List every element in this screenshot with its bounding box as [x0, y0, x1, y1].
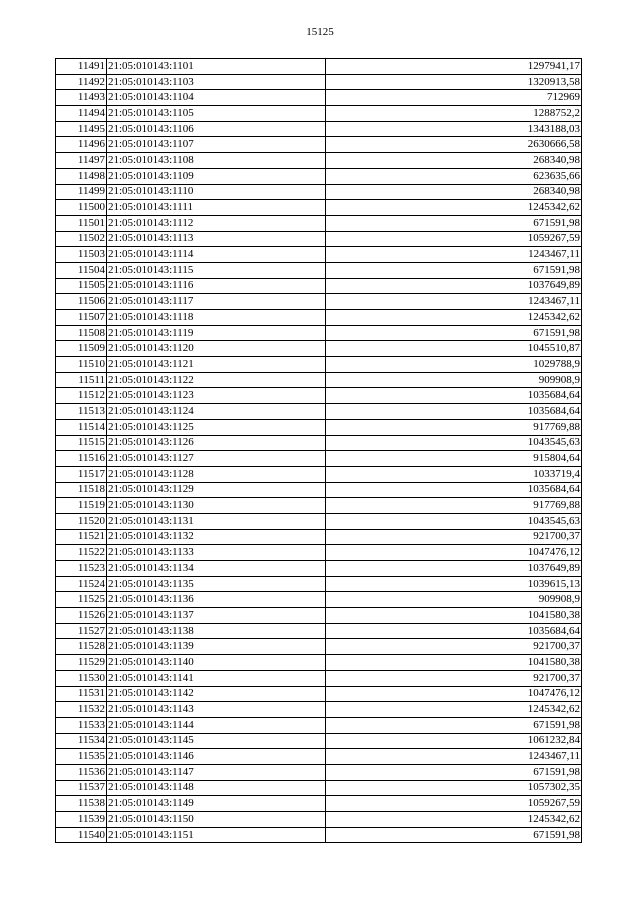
- row-number-cell: 11524: [56, 576, 107, 592]
- row-number-cell: 11507: [56, 310, 107, 326]
- table-row: [56, 702, 582, 718]
- row-number-cell: 11520: [56, 513, 107, 529]
- table-row: [56, 168, 582, 184]
- table-row: [56, 655, 582, 671]
- cadastral-value-cell: 921700,37: [326, 670, 582, 686]
- table-row: [56, 529, 582, 545]
- table-row: [56, 435, 582, 451]
- row-number-cell: 11529: [56, 655, 107, 671]
- row-number-cell: 11530: [56, 670, 107, 686]
- table-row: [56, 812, 582, 828]
- row-number-cell: 11516: [56, 451, 107, 467]
- row-number-cell: 11526: [56, 608, 107, 624]
- cadastral-value-cell: 1243467,11: [326, 749, 582, 765]
- cadastral-number-cell: 21:05:010143:1141: [107, 670, 326, 686]
- cadastral-number-cell: 21:05:010143:1136: [107, 592, 326, 608]
- table-row: [56, 404, 582, 420]
- cadastral-number-cell: 21:05:010143:1144: [107, 717, 326, 733]
- table-row: [56, 325, 582, 341]
- row-number-cell: 11508: [56, 325, 107, 341]
- cadastral-value-table: [55, 58, 582, 843]
- row-number-cell: 11493: [56, 90, 107, 106]
- table-row: [56, 764, 582, 780]
- cadastral-value-cell: 1243467,11: [326, 294, 582, 310]
- row-number-cell: 11501: [56, 215, 107, 231]
- cadastral-number-cell: 21:05:010143:1120: [107, 341, 326, 357]
- table-row: [56, 545, 582, 561]
- table-row: [56, 310, 582, 326]
- cadastral-number-cell: 21:05:010143:1113: [107, 231, 326, 247]
- cadastral-number-cell: 21:05:010143:1122: [107, 372, 326, 388]
- row-number-cell: 11527: [56, 623, 107, 639]
- table-row: [56, 513, 582, 529]
- cadastral-number-cell: 21:05:010143:1133: [107, 545, 326, 561]
- table-row: [56, 717, 582, 733]
- row-number-cell: 11525: [56, 592, 107, 608]
- row-number-cell: 11497: [56, 153, 107, 169]
- cadastral-value-cell: 671591,98: [326, 325, 582, 341]
- table-row: [56, 796, 582, 812]
- cadastral-value-cell: 671591,98: [326, 262, 582, 278]
- cadastral-number-cell: 21:05:010143:1108: [107, 153, 326, 169]
- cadastral-number-cell: 21:05:010143:1106: [107, 121, 326, 137]
- table-row: [56, 466, 582, 482]
- cadastral-value-cell: 671591,98: [326, 764, 582, 780]
- cadastral-value-cell: 1245342,62: [326, 702, 582, 718]
- table-row: [56, 608, 582, 624]
- row-number-cell: 11500: [56, 200, 107, 216]
- cadastral-value-cell: 1045510,87: [326, 341, 582, 357]
- cadastral-value-cell: 1245342,62: [326, 812, 582, 828]
- cadastral-number-cell: 21:05:010143:1119: [107, 325, 326, 341]
- row-number-cell: 11512: [56, 388, 107, 404]
- cadastral-number-cell: 21:05:010143:1116: [107, 278, 326, 294]
- cadastral-value-cell: 1043545,63: [326, 435, 582, 451]
- row-number-cell: 11519: [56, 498, 107, 514]
- row-number-cell: 11533: [56, 717, 107, 733]
- row-number-cell: 11536: [56, 764, 107, 780]
- cadastral-value-cell: 623635,66: [326, 168, 582, 184]
- cadastral-value-cell: 909908,9: [326, 592, 582, 608]
- cadastral-number-cell: 21:05:010143:1121: [107, 357, 326, 373]
- cadastral-value-cell: 1037649,89: [326, 278, 582, 294]
- cadastral-number-cell: 21:05:010143:1142: [107, 686, 326, 702]
- cadastral-value-cell: 1047476,12: [326, 545, 582, 561]
- cadastral-value-cell: 1041580,38: [326, 608, 582, 624]
- cadastral-number-cell: 21:05:010143:1127: [107, 451, 326, 467]
- cadastral-number-cell: 21:05:010143:1147: [107, 764, 326, 780]
- table-row: [56, 451, 582, 467]
- cadastral-value-cell: 1057302,35: [326, 780, 582, 796]
- cadastral-value-cell: 917769,88: [326, 419, 582, 435]
- cadastral-number-cell: 21:05:010143:1123: [107, 388, 326, 404]
- cadastral-number-cell: 21:05:010143:1132: [107, 529, 326, 545]
- table-row: [56, 137, 582, 153]
- cadastral-value-cell: 1245342,62: [326, 310, 582, 326]
- row-number-cell: 11502: [56, 231, 107, 247]
- cadastral-value-cell: 671591,98: [326, 827, 582, 843]
- table-row: [56, 592, 582, 608]
- cadastral-number-cell: 21:05:010143:1103: [107, 74, 326, 90]
- cadastral-value-cell: 671591,98: [326, 215, 582, 231]
- cadastral-value-cell: 1243467,11: [326, 247, 582, 263]
- cadastral-number-cell: 21:05:010143:1110: [107, 184, 326, 200]
- cadastral-value-cell: 1059267,59: [326, 231, 582, 247]
- table-row: [56, 153, 582, 169]
- page-number: 15125: [306, 26, 334, 38]
- table-row: [56, 247, 582, 263]
- row-number-cell: 11523: [56, 561, 107, 577]
- cadastral-value-cell: 268340,98: [326, 153, 582, 169]
- cadastral-value-cell: 1320913,58: [326, 74, 582, 90]
- row-number-cell: 11509: [56, 341, 107, 357]
- table-row: [56, 278, 582, 294]
- cadastral-value-cell: 917769,88: [326, 498, 582, 514]
- row-number-cell: 11513: [56, 404, 107, 420]
- cadastral-value-cell: 671591,98: [326, 717, 582, 733]
- table-body: [56, 59, 582, 843]
- row-number-cell: 11505: [56, 278, 107, 294]
- row-number-cell: 11491: [56, 59, 107, 75]
- cadastral-number-cell: 21:05:010143:1104: [107, 90, 326, 106]
- table-row: [56, 670, 582, 686]
- cadastral-number-cell: 21:05:010143:1118: [107, 310, 326, 326]
- cadastral-value-cell: 1035684,64: [326, 404, 582, 420]
- row-number-cell: 11518: [56, 482, 107, 498]
- cadastral-value-cell: 268340,98: [326, 184, 582, 200]
- table-row: [56, 419, 582, 435]
- row-number-cell: 11494: [56, 106, 107, 122]
- cadastral-number-cell: 21:05:010143:1124: [107, 404, 326, 420]
- table-row: [56, 827, 582, 843]
- table-row: [56, 215, 582, 231]
- row-number-cell: 11539: [56, 812, 107, 828]
- cadastral-number-cell: 21:05:010143:1137: [107, 608, 326, 624]
- row-number-cell: 11517: [56, 466, 107, 482]
- cadastral-number-cell: 21:05:010143:1105: [107, 106, 326, 122]
- cadastral-number-cell: 21:05:010143:1128: [107, 466, 326, 482]
- table-row: [56, 294, 582, 310]
- cadastral-number-cell: 21:05:010143:1145: [107, 733, 326, 749]
- cadastral-value-cell: 921700,37: [326, 529, 582, 545]
- cadastral-number-cell: 21:05:010143:1150: [107, 812, 326, 828]
- cadastral-number-cell: 21:05:010143:1107: [107, 137, 326, 153]
- row-number-cell: 11532: [56, 702, 107, 718]
- cadastral-number-cell: 21:05:010143:1115: [107, 262, 326, 278]
- row-number-cell: 11506: [56, 294, 107, 310]
- table-row: [56, 231, 582, 247]
- row-number-cell: 11511: [56, 372, 107, 388]
- cadastral-number-cell: 21:05:010143:1134: [107, 561, 326, 577]
- table-row: [56, 498, 582, 514]
- table-row: [56, 90, 582, 106]
- cadastral-value-cell: 1033719,4: [326, 466, 582, 482]
- cadastral-number-cell: 21:05:010143:1138: [107, 623, 326, 639]
- cadastral-number-cell: 21:05:010143:1146: [107, 749, 326, 765]
- cadastral-value-cell: 1245342,62: [326, 200, 582, 216]
- cadastral-number-cell: 21:05:010143:1125: [107, 419, 326, 435]
- cadastral-value-cell: 1061232,84: [326, 733, 582, 749]
- cadastral-value-cell: 915804,64: [326, 451, 582, 467]
- cadastral-number-cell: 21:05:010143:1140: [107, 655, 326, 671]
- row-number-cell: 11510: [56, 357, 107, 373]
- row-number-cell: 11538: [56, 796, 107, 812]
- cadastral-number-cell: 21:05:010143:1129: [107, 482, 326, 498]
- cadastral-value-cell: 1035684,64: [326, 388, 582, 404]
- table-row: [56, 686, 582, 702]
- cadastral-value-cell: 1043545,63: [326, 513, 582, 529]
- table-row: [56, 200, 582, 216]
- table-row: [56, 780, 582, 796]
- row-number-cell: 11535: [56, 749, 107, 765]
- cadastral-number-cell: 21:05:010143:1135: [107, 576, 326, 592]
- cadastral-value-cell: 1297941,17: [326, 59, 582, 75]
- cadastral-value-cell: 712969: [326, 90, 582, 106]
- cadastral-number-cell: 21:05:010143:1117: [107, 294, 326, 310]
- cadastral-value-cell: 1037649,89: [326, 561, 582, 577]
- row-number-cell: 11514: [56, 419, 107, 435]
- cadastral-number-cell: 21:05:010143:1148: [107, 780, 326, 796]
- cadastral-number-cell: 21:05:010143:1126: [107, 435, 326, 451]
- table-row: [56, 639, 582, 655]
- cadastral-value-cell: 1288752,2: [326, 106, 582, 122]
- row-number-cell: 11534: [56, 733, 107, 749]
- row-number-cell: 11515: [56, 435, 107, 451]
- cadastral-number-cell: 21:05:010143:1101: [107, 59, 326, 75]
- row-number-cell: 11540: [56, 827, 107, 843]
- table-row: [56, 59, 582, 75]
- row-number-cell: 11496: [56, 137, 107, 153]
- row-number-cell: 11537: [56, 780, 107, 796]
- row-number-cell: 11528: [56, 639, 107, 655]
- table-row: [56, 561, 582, 577]
- cadastral-value-cell: 1035684,64: [326, 482, 582, 498]
- cadastral-value-cell: 1029788,9: [326, 357, 582, 373]
- row-number-cell: 11503: [56, 247, 107, 263]
- cadastral-value-cell: 1035684,64: [326, 623, 582, 639]
- cadastral-value-cell: 1059267,59: [326, 796, 582, 812]
- table-row: [56, 388, 582, 404]
- cadastral-number-cell: 21:05:010143:1130: [107, 498, 326, 514]
- table-row: [56, 74, 582, 90]
- cadastral-number-cell: 21:05:010143:1112: [107, 215, 326, 231]
- cadastral-value-cell: 1047476,12: [326, 686, 582, 702]
- cadastral-number-cell: 21:05:010143:1139: [107, 639, 326, 655]
- cadastral-number-cell: 21:05:010143:1109: [107, 168, 326, 184]
- cadastral-number-cell: 21:05:010143:1111: [107, 200, 326, 216]
- cadastral-number-cell: 21:05:010143:1131: [107, 513, 326, 529]
- table-row: [56, 749, 582, 765]
- cadastral-value-cell: 921700,37: [326, 639, 582, 655]
- table-row: [56, 576, 582, 592]
- cadastral-number-cell: 21:05:010143:1114: [107, 247, 326, 263]
- row-number-cell: 11498: [56, 168, 107, 184]
- row-number-cell: 11499: [56, 184, 107, 200]
- table-row: [56, 121, 582, 137]
- cadastral-number-cell: 21:05:010143:1151: [107, 827, 326, 843]
- table-row: [56, 733, 582, 749]
- row-number-cell: 11531: [56, 686, 107, 702]
- row-number-cell: 11521: [56, 529, 107, 545]
- row-number-cell: 11522: [56, 545, 107, 561]
- table-row: [56, 623, 582, 639]
- row-number-cell: 11492: [56, 74, 107, 90]
- cadastral-value-cell: 1039615,13: [326, 576, 582, 592]
- cadastral-value-cell: 909908,9: [326, 372, 582, 388]
- table-row: [56, 482, 582, 498]
- table-row: [56, 372, 582, 388]
- cadastral-value-cell: 2630666,58: [326, 137, 582, 153]
- cadastral-number-cell: 21:05:010143:1143: [107, 702, 326, 718]
- table-row: [56, 341, 582, 357]
- table-row: [56, 106, 582, 122]
- table-row: [56, 184, 582, 200]
- table-row: [56, 262, 582, 278]
- table-row: [56, 357, 582, 373]
- cadastral-value-cell: 1343188,03: [326, 121, 582, 137]
- cadastral-number-cell: 21:05:010143:1149: [107, 796, 326, 812]
- row-number-cell: 11495: [56, 121, 107, 137]
- cadastral-value-cell: 1041580,38: [326, 655, 582, 671]
- row-number-cell: 11504: [56, 262, 107, 278]
